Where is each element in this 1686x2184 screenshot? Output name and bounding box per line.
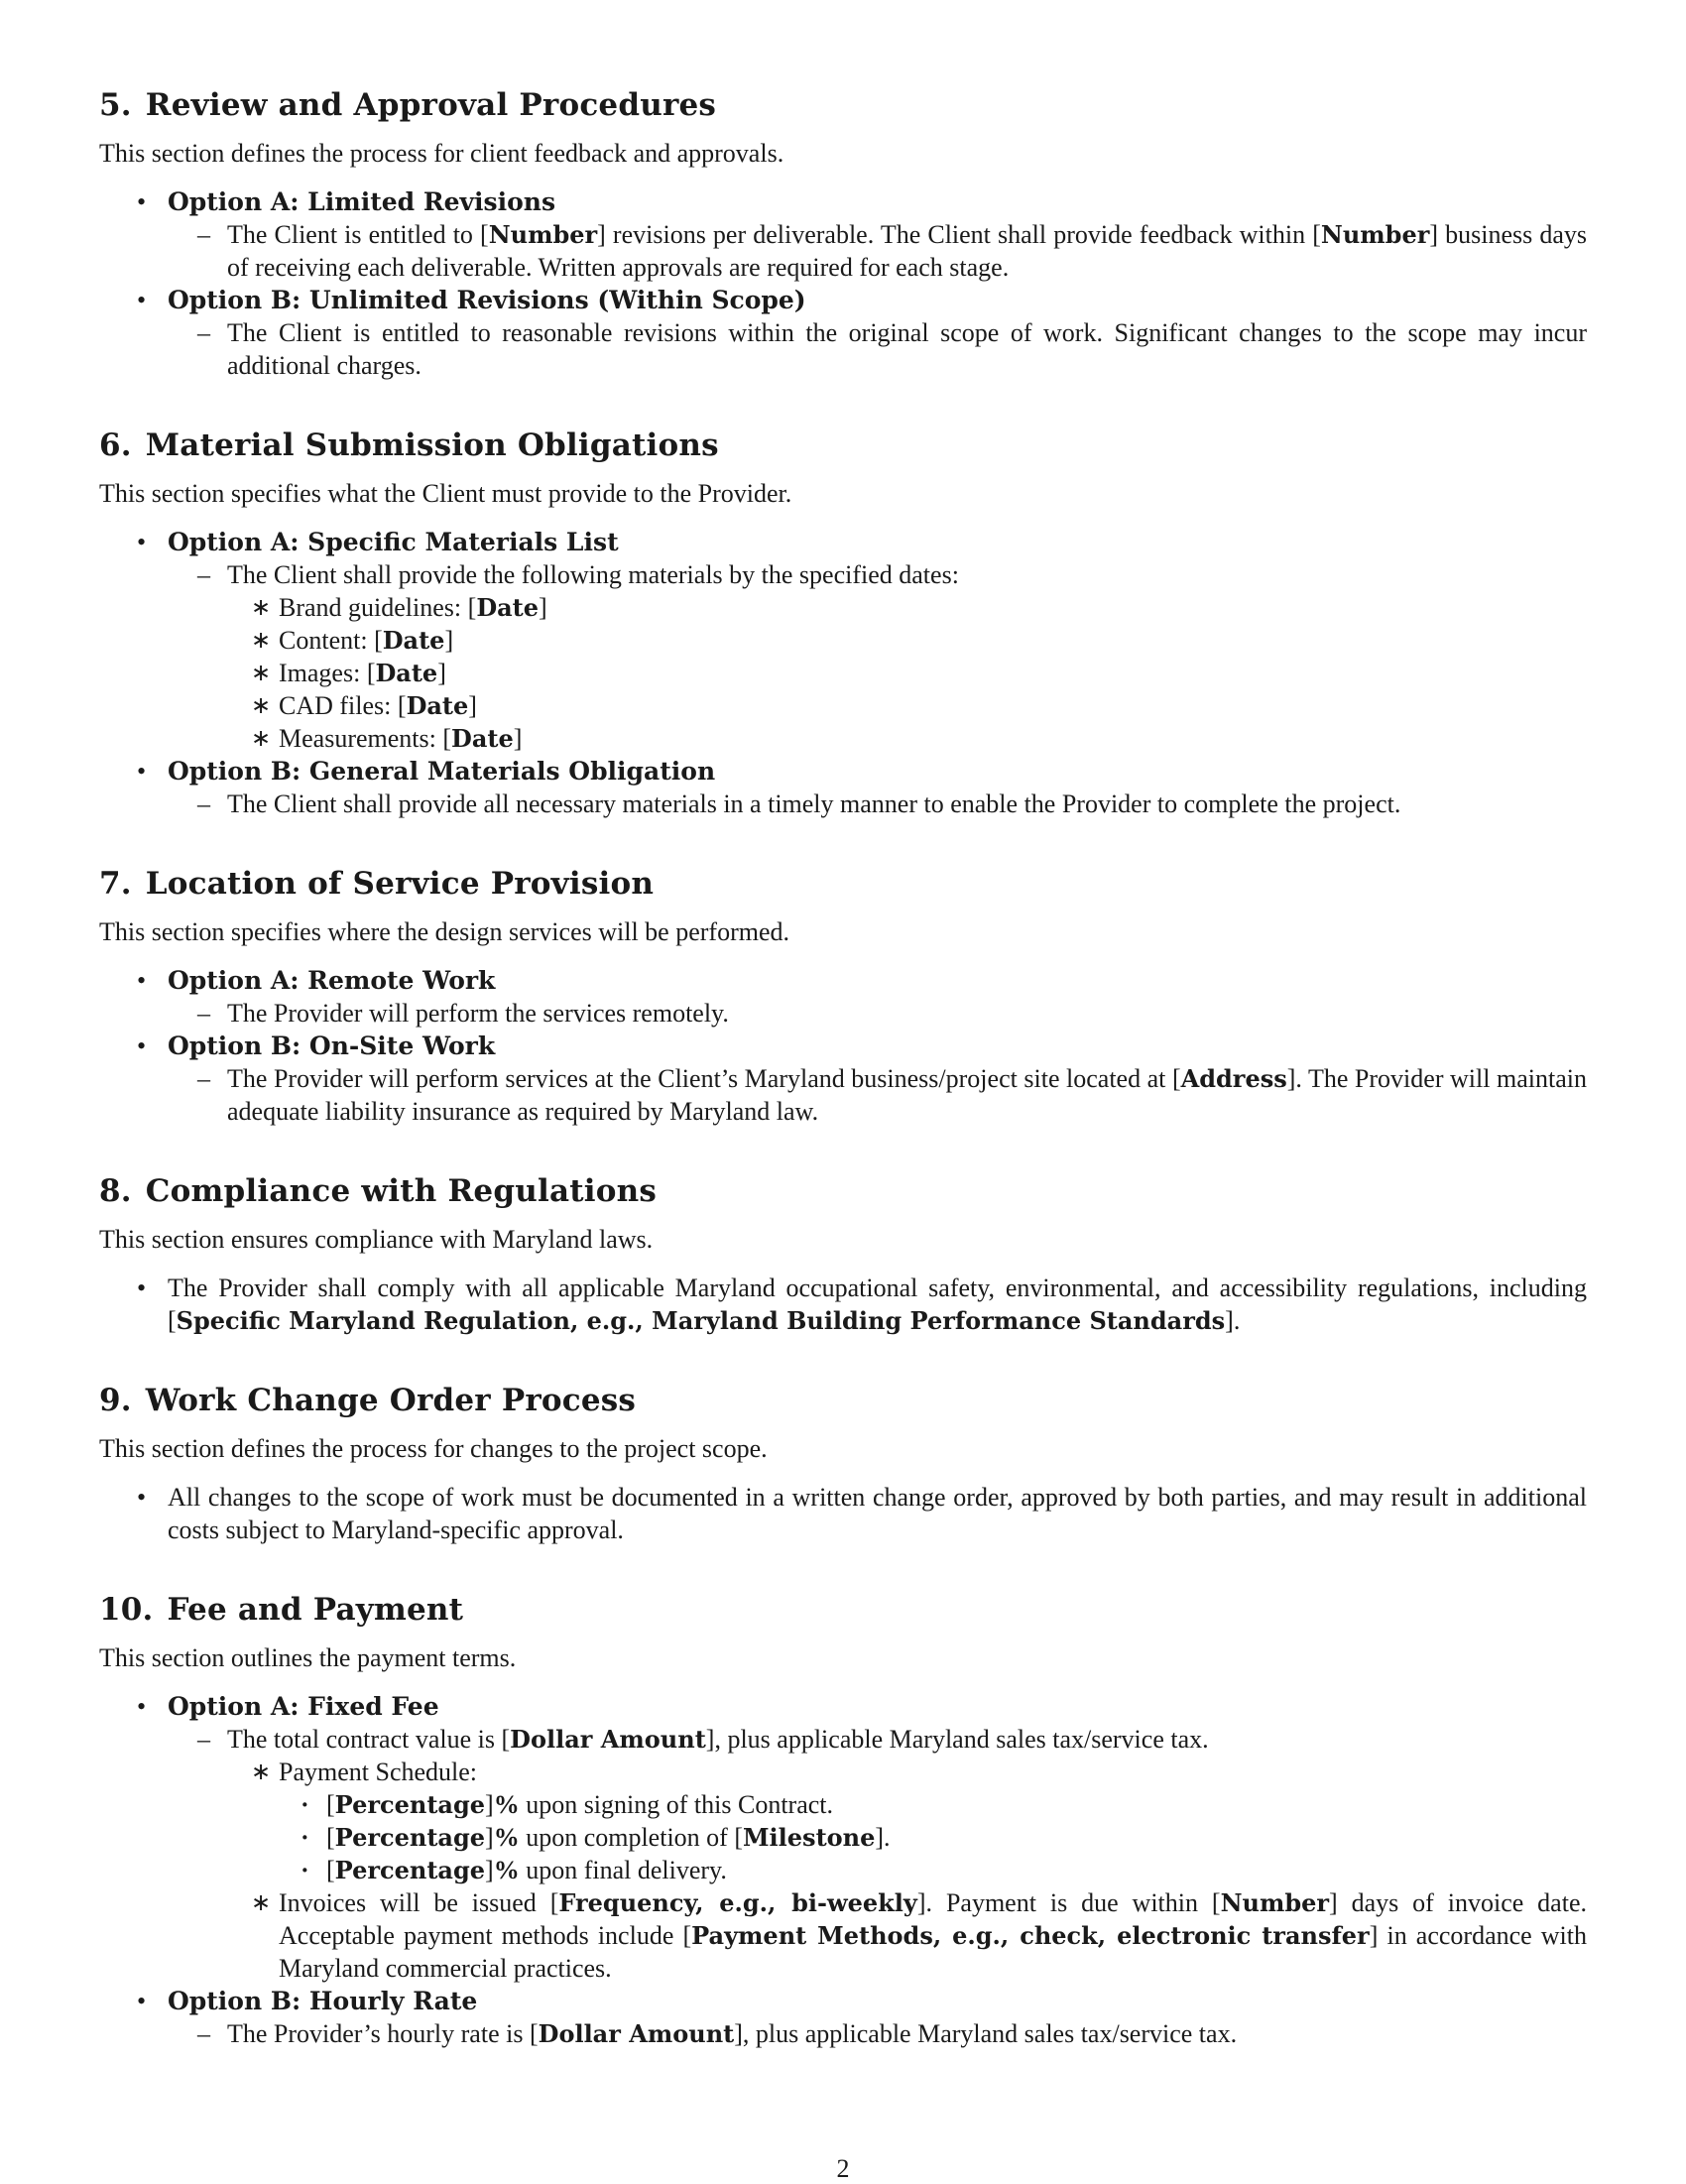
schedule-item: · [Percentage]% upon completion of [Milestone]. xyxy=(326,1821,1587,1854)
section-heading: 10. Fee and Payment xyxy=(99,1592,464,1628)
clause-item: • All changes to the scope of work must be documented in a written change order, approved by both parties, and may result in additional costs subject to Maryland-specific approval. xyxy=(99,1481,1587,1546)
option-item: • Option A: Remote Work – The Provider will perform the services remotely. xyxy=(99,964,1587,1030)
payment-schedule xyxy=(326,1788,1587,1886)
schedule-item: · [Percentage]% upon signing of this Contract. xyxy=(326,1788,1587,1821)
option-list xyxy=(99,526,1587,820)
option-detail: – The total contract value is [Dollar Amount], plus applicable Maryland sales tax/service tax. ∗ Payment Schedule: · [Percentage]% upon signing of this Contract. · [Percentage]% upon completion of [Milestone]. · [Percentage]% upon final delivery. ∗ Invoices will be issued [Frequency, e.g., bi-weekly]. Payment is due within [Number] days of invoice date. Acceptable payment methods include [Payment Methods, e.g., check, electronic transfer] in accordance with Maryland commercial practices. xyxy=(168,1723,1587,1985)
list-item: ∗ Content: [Date] xyxy=(279,624,1587,657)
section-heading: 9. Work Change Order Process xyxy=(99,1383,637,1418)
option-item: • Option A: Fixed Fee – The total contract value is [Dollar Amount], plus applicable Maryland sales tax/service tax. ∗ Payment Schedule: · [Percentage]% upon signing of this Contract. · [Percentage]% upon completion of [Milestone]. · [Percentage]% upon final delivery. ∗ Invoices will be issued [Frequency, e.g., bi-weekly]. Payment is due within [Number] days of invoice date. Acceptable payment methods include [Payment Methods, e.g., check, electronic transfer] in accordance with Maryland commercial practices. xyxy=(99,1690,1587,1985)
option-detail: – The Provider’s hourly rate is [Dollar Amount], plus applicable Maryland sales tax/service tax. xyxy=(168,2017,1587,2050)
list-item: ∗ CAD files: [Date] xyxy=(279,689,1587,722)
section-heading: 8. Compliance with Regulations xyxy=(99,1173,658,1209)
page-number: 2 xyxy=(836,2154,850,2183)
option-list xyxy=(99,185,1587,382)
option-item: • Option A: Limited Revisions – The Client is entitled to [Number] revisions per deliverable. The Client shall provide feedback within [Number] business days of receiving each deliverable. Written approvals are required for each stage. xyxy=(99,185,1587,284)
clause-item: • The Provider shall comply with all applicable Maryland occupational safety, environmental, and accessibility regulations, including [Specific Maryland Regulation, e.g., Maryland Building Performance Standards]. xyxy=(99,1272,1587,1337)
list-item: ∗ Brand guidelines: [Date] xyxy=(279,591,1587,624)
section-9 xyxy=(99,1381,1587,1546)
list-item: ∗ Payment Schedule: · [Percentage]% upon signing of this Contract. · [Percentage]% upon completion of [Milestone]. · [Percentage]% upon final delivery. xyxy=(279,1756,1587,1886)
list-item: ∗ Images: [Date] xyxy=(279,657,1587,689)
option-item: • Option B: On-Site Work – The Provider will perform services at the Client’s Maryland business/project site located at [Address]. The Provider will maintain adequate liability insurance as required by Maryland law. xyxy=(99,1030,1587,1128)
option-list xyxy=(99,1690,1587,2050)
schedule-item: · [Percentage]% upon final delivery. xyxy=(326,1854,1587,1886)
section-7 xyxy=(99,864,1587,1128)
option-detail: – The Client is entitled to reasonable revisions within the original scope of work. Significant changes to the scope may incur additional charges. xyxy=(168,316,1587,382)
option-detail: – The Client is entitled to [Number] revisions per deliverable. The Client shall provide feedback within [Number] business days of receiving each deliverable. Written approvals are required for each stage. xyxy=(168,218,1587,284)
section-intro: This section specifies where the design services will be performed. xyxy=(99,917,789,946)
section-intro: This section defines the process for changes to the project scope. xyxy=(99,1434,768,1463)
section-heading: 6. Material Submission Obligations xyxy=(99,427,719,463)
section-8 xyxy=(99,1171,1587,1337)
option-item: • Option B: General Materials Obligation – The Client shall provide all necessary materials in a timely manner to enable the Provider to complete the project. xyxy=(99,755,1587,820)
option-detail: – The Provider will perform services at the Client’s Maryland business/project site located at [Address]. The Provider will maintain adequate liability insurance as required by Maryland law. xyxy=(168,1062,1587,1128)
option-detail: – The Provider will perform the services remotely. xyxy=(168,997,1587,1030)
option-detail: – The Client shall provide all necessary materials in a timely manner to enable the Provider to complete the project. xyxy=(168,788,1587,820)
section-5 xyxy=(99,85,1587,382)
option-item: • Option A: Specific Materials List – The Client shall provide the following materials by the specified dates: ∗ Brand guidelines: [Date] ∗ Content: [Date] ∗ Images: [Date] ∗ CAD files: [Date] ∗ Measurements: [Date] xyxy=(99,526,1587,755)
section-intro: This section ensures compliance with Maryland laws. xyxy=(99,1225,654,1254)
payment-sublist xyxy=(279,1756,1587,1985)
materials-list xyxy=(279,591,1587,755)
section-heading: 7. Location of Service Provision xyxy=(99,866,655,902)
section-intro: This section outlines the payment terms. xyxy=(99,1643,517,1672)
list-item: ∗ Measurements: [Date] xyxy=(279,722,1587,755)
section-6 xyxy=(99,425,1587,820)
section-intro: This section specifies what the Client must provide to the Provider. xyxy=(99,479,792,508)
clause-list xyxy=(99,1272,1587,1337)
list-item: ∗ Invoices will be issued [Frequency, e.g., bi-weekly]. Payment is due within [Number] days of invoice date. Acceptable payment methods include [Payment Methods, e.g., check, electronic transfer] in accordance with Maryland commercial practices. xyxy=(279,1886,1587,1985)
option-list xyxy=(99,964,1587,1128)
section-heading: 5. Review and Approval Procedures xyxy=(99,87,717,123)
document-page xyxy=(99,85,1587,2094)
clause-list xyxy=(99,1481,1587,1546)
section-10 xyxy=(99,1590,1587,2050)
option-item: • Option B: Hourly Rate – The Provider’s hourly rate is [Dollar Amount], plus applicable Maryland sales tax/service tax. xyxy=(99,1985,1587,2050)
option-detail: – The Client shall provide the following materials by the specified dates: ∗ Brand guidelines: [Date] ∗ Content: [Date] ∗ Images: [Date] ∗ CAD files: [Date] ∗ Measurements: [Date] xyxy=(168,558,1587,755)
option-item: • Option B: Unlimited Revisions (Within Scope) – The Client is entitled to reasonable revisions within the original scope of work. Significant changes to the scope may incur additional charges. xyxy=(99,284,1587,382)
section-intro: This section defines the process for client feedback and approvals. xyxy=(99,139,784,168)
